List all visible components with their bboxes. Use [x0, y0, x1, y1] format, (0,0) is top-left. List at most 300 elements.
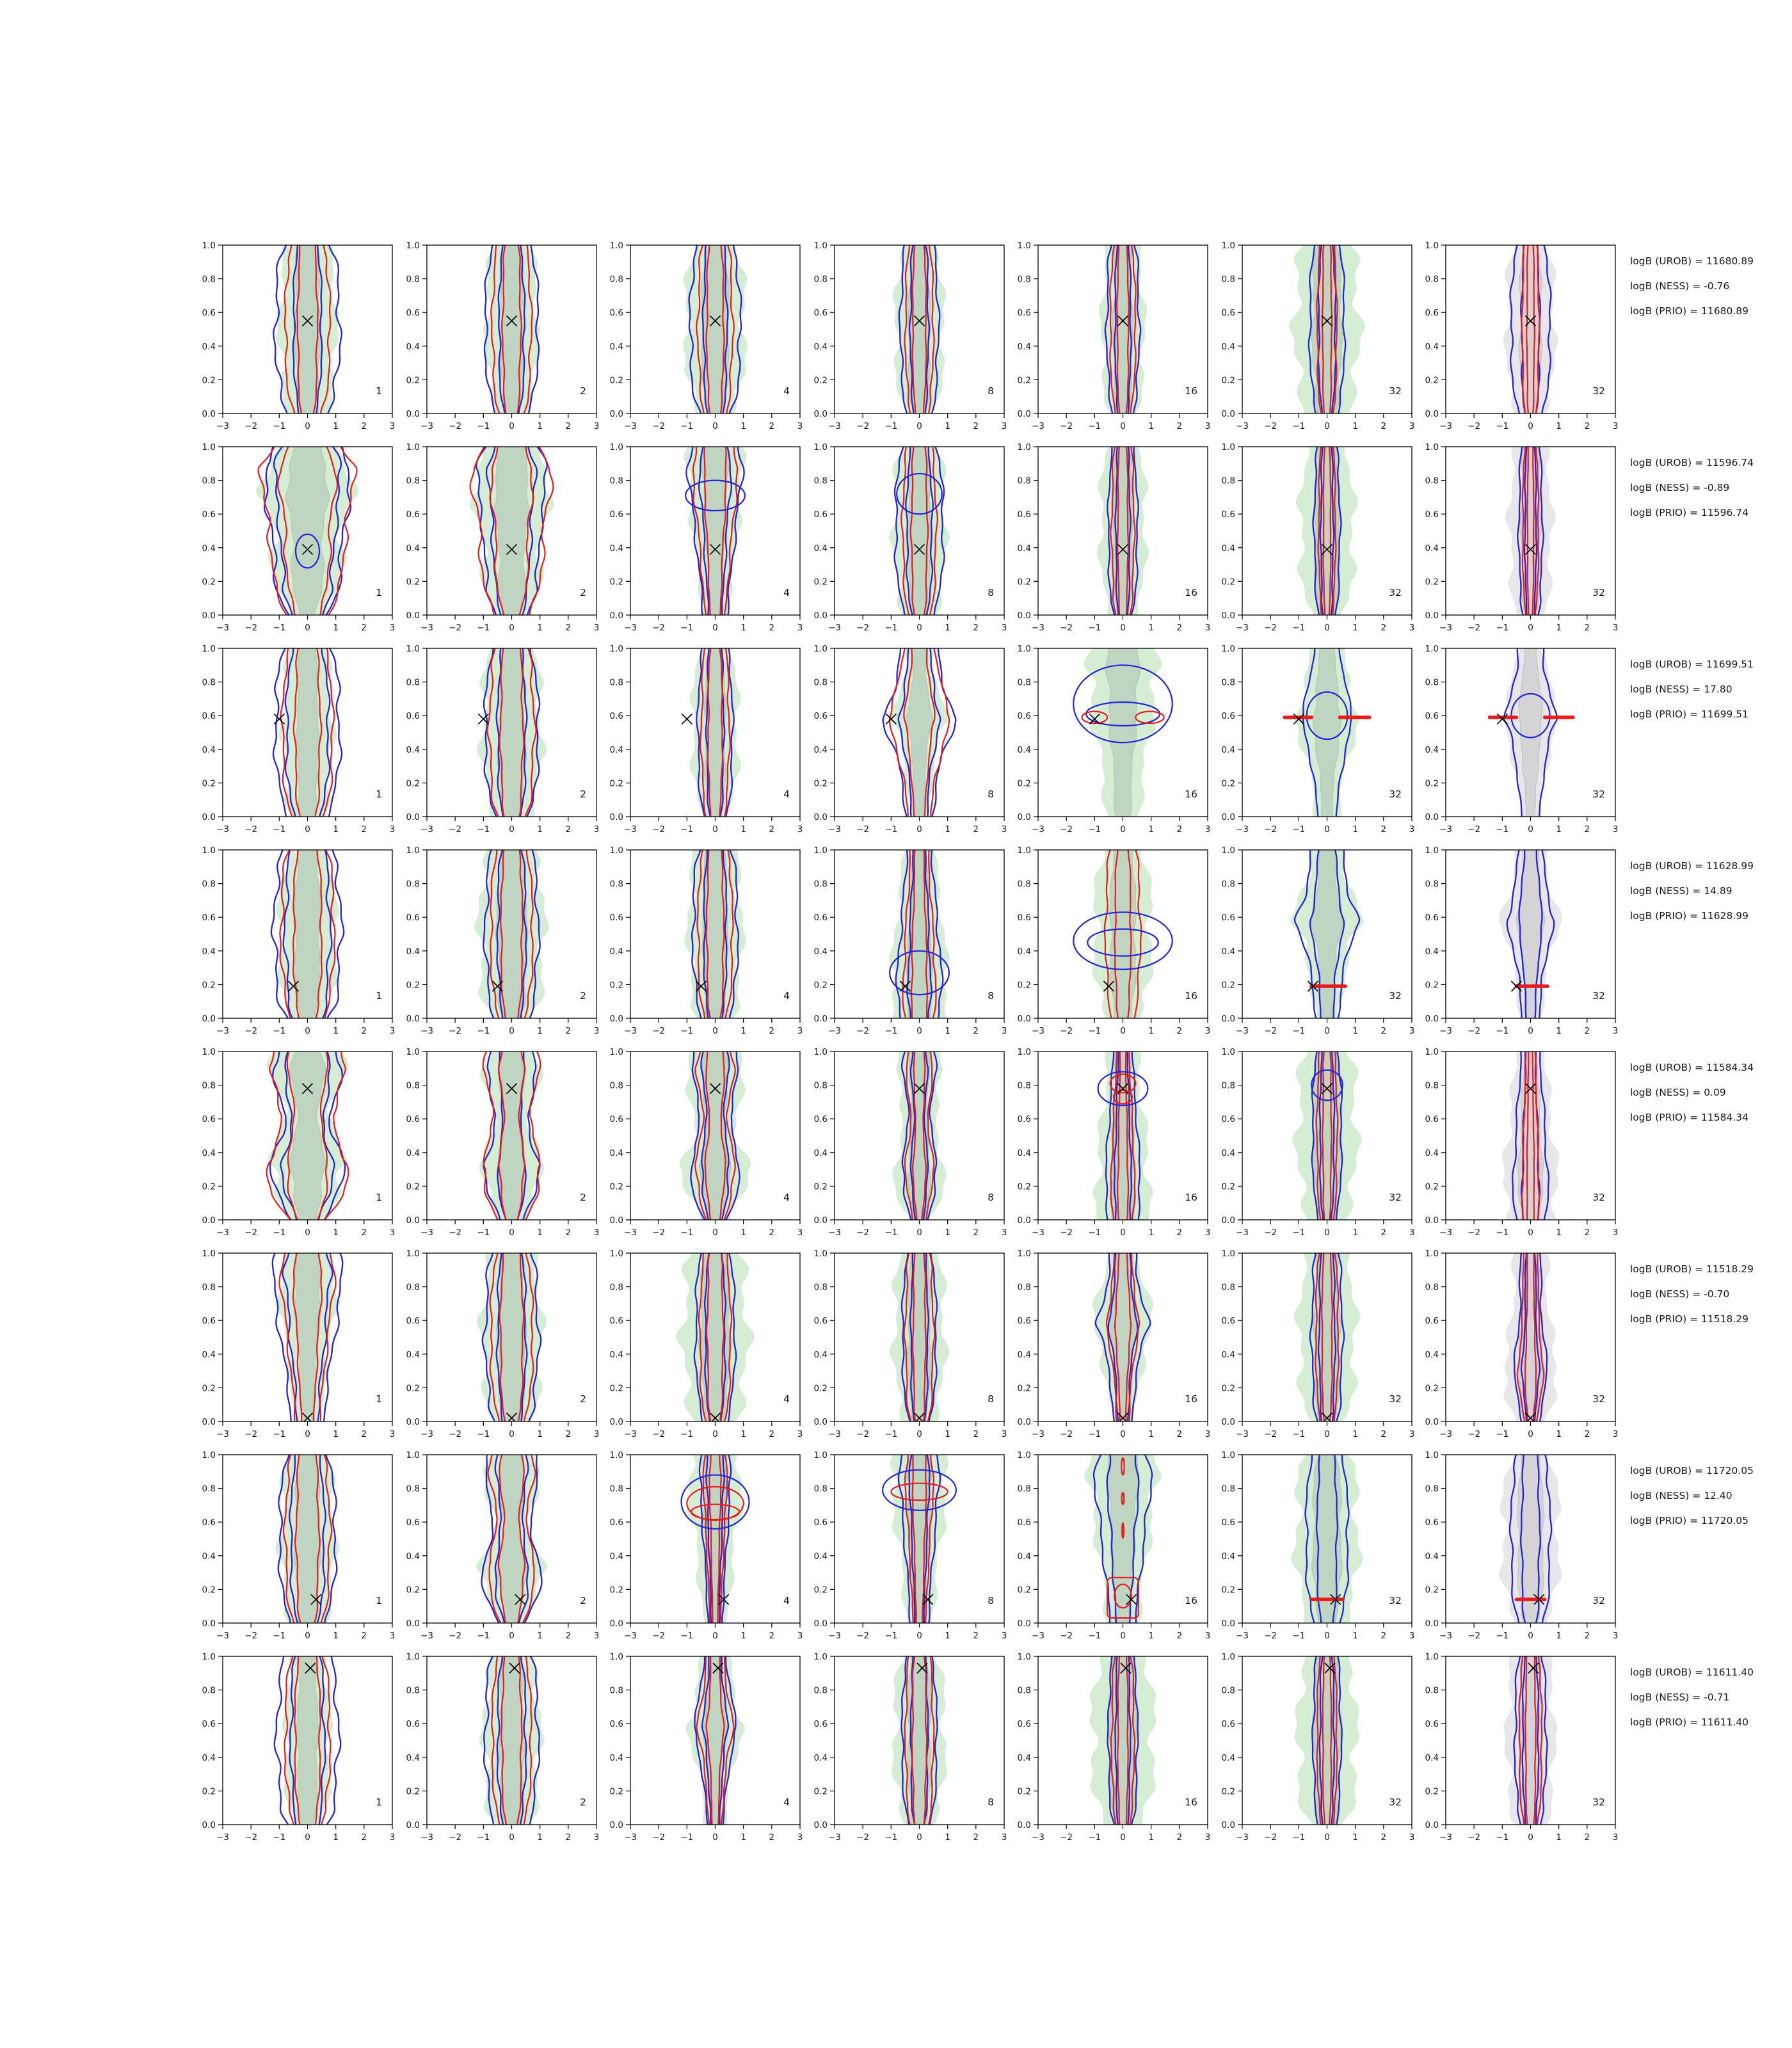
y-tick-label: 1.0: [1425, 1652, 1439, 1662]
y-tick-label: 0.0: [1017, 409, 1031, 419]
y-tick-label: 0.4: [202, 1148, 216, 1158]
x-tick-label: 2: [1584, 824, 1590, 835]
plot-area: [1292, 1052, 1362, 1220]
y-tick-label: 0.2: [1425, 1383, 1439, 1394]
row-5-annotations: [1630, 1055, 1790, 1130]
y-tick-label: 0.4: [609, 341, 623, 352]
x-tick-label: −3: [624, 623, 637, 633]
x-tick-label: 2: [1584, 421, 1590, 431]
cell-label: 16: [1185, 788, 1197, 800]
y-tick-label: 0.8: [609, 1080, 623, 1091]
y-tick-label: 1.0: [202, 1450, 216, 1460]
y-tick-label: 0.6: [202, 711, 216, 722]
subplot-r6c4: [799, 1245, 1012, 1444]
y-tick-label: 0.4: [1221, 543, 1235, 554]
y-tick-label: 0.2: [406, 1786, 420, 1797]
density-fill: [1090, 1656, 1156, 1825]
row-4-annotations: [1630, 854, 1790, 929]
y-tick-label: 0.4: [1425, 1551, 1439, 1562]
plot-area: [892, 245, 946, 413]
x-tick-label: −2: [652, 421, 666, 431]
y-tick-label: 0.0: [813, 611, 828, 621]
y-tick-label: 0.6: [1017, 308, 1031, 319]
logB-ness-label: logB (NESS) = -0.76: [1630, 280, 1730, 292]
y-tick-label: 0.2: [202, 778, 216, 789]
x-tick-label: 3: [593, 824, 599, 835]
subplot-r2c1: [188, 439, 400, 637]
x-tick-label: −2: [1060, 1026, 1073, 1036]
plot-area: [892, 1052, 947, 1220]
x-tick-label: −1: [1292, 1228, 1305, 1238]
y-tick-label: 1.0: [1221, 644, 1235, 654]
cell-label: 2: [579, 1796, 586, 1808]
cell-label: 2: [579, 788, 586, 800]
x-tick-label: −1: [1292, 421, 1305, 431]
y-tick-label: 0.6: [202, 1719, 216, 1730]
y-tick-label: 1.0: [813, 241, 828, 251]
x-tick-label: 3: [1612, 421, 1619, 431]
x-tick-label: 2: [973, 623, 979, 633]
x-tick-label: 2: [1584, 1228, 1590, 1238]
y-tick-label: 0.8: [609, 1282, 623, 1293]
x-tick-label: −2: [448, 1631, 461, 1641]
y-tick-label: 0.8: [406, 1484, 420, 1494]
y-tick-label: 0.6: [202, 1316, 216, 1327]
x-tick-label: −1: [1496, 1832, 1509, 1843]
x-tick-label: 1: [1556, 1832, 1562, 1843]
density-fill: [1099, 245, 1148, 413]
y-tick-label: 0.8: [609, 879, 623, 890]
plot-area: [1073, 850, 1172, 1018]
y-tick-label: 0.0: [406, 1014, 420, 1024]
y-tick-label: 0.8: [1017, 677, 1031, 688]
y-tick-label: 1.0: [202, 644, 216, 654]
y-tick-label: 0.4: [406, 946, 420, 957]
x-tick-label: −2: [856, 1832, 869, 1843]
x-tick-label: 1: [536, 1832, 543, 1843]
x-tick-label: 0: [916, 1026, 922, 1036]
subplot-r7c4: [799, 1447, 1012, 1645]
cell-label: 1: [376, 1595, 382, 1606]
y-tick-label: 0.0: [1221, 1619, 1235, 1629]
x-tick-label: −3: [216, 1228, 229, 1238]
y-tick-label: 0.4: [406, 1148, 420, 1158]
y-tick-label: 1.0: [202, 845, 216, 856]
x-tick-label: 0: [1324, 1026, 1330, 1036]
y-tick-label: 0.4: [1221, 946, 1235, 957]
plot-area: [474, 850, 548, 1018]
y-tick-label: 0.6: [1221, 1114, 1235, 1125]
x-tick-label: −1: [680, 1228, 694, 1238]
y-tick-label: 0.8: [1221, 1080, 1235, 1091]
x-tick-label: −1: [884, 1026, 897, 1036]
x-tick-label: 2: [1584, 1832, 1590, 1843]
x-tick-label: −2: [1060, 1429, 1073, 1439]
logB-urob-label: logB (UROB) = 11699.51: [1630, 659, 1754, 670]
x-tick-label: 2: [565, 1631, 571, 1641]
density-fill: [1292, 1052, 1362, 1220]
x-tick-label: −2: [1263, 824, 1277, 835]
subplot-r6c6: [1204, 1245, 1420, 1444]
logB-ness-label: logB (NESS) = 14.89: [1630, 885, 1732, 897]
plot-area: [1505, 447, 1556, 615]
x-tick-label: −3: [216, 421, 229, 431]
x-tick-label: 2: [361, 1429, 367, 1439]
x-tick-label: 2: [1584, 623, 1590, 633]
y-tick-label: 0.6: [1017, 509, 1031, 520]
y-tick-label: 0.4: [406, 341, 420, 352]
y-tick-label: 0.8: [406, 677, 420, 688]
y-tick-label: 0.8: [1221, 1282, 1235, 1293]
x-tick-label: −1: [1292, 1026, 1305, 1036]
y-tick-label: 0.8: [1425, 476, 1439, 486]
subplot-r3c7: [1411, 641, 1623, 839]
x-tick-label: 0: [1528, 421, 1533, 431]
y-tick-label: 0.6: [609, 913, 623, 924]
y-tick-label: 0.6: [813, 308, 828, 319]
y-tick-label: 0.0: [1221, 1417, 1235, 1427]
x-tick-label: 2: [769, 1026, 775, 1036]
y-tick-label: 0.0: [1425, 1014, 1439, 1024]
y-tick-label: 0.2: [1221, 577, 1235, 588]
x-tick-label: 1: [536, 1228, 543, 1238]
x-tick-label: 2: [1380, 1429, 1386, 1439]
subplot-r6c7: [1411, 1245, 1623, 1444]
density-fill: [889, 1253, 949, 1421]
y-tick-label: 0.4: [813, 1752, 828, 1763]
cell-label: 8: [987, 990, 994, 1002]
x-tick-label: −1: [1088, 1429, 1101, 1439]
y-tick-label: 0.0: [1017, 1820, 1031, 1830]
cell-label: 16: [1185, 1192, 1197, 1203]
x-tick-label: 3: [593, 1026, 599, 1036]
y-tick-label: 0.6: [1017, 711, 1031, 722]
plot-area: [889, 1253, 949, 1423]
x-tick-label: 0: [508, 421, 515, 431]
x-tick-label: 3: [1409, 1429, 1414, 1439]
x-tick-label: 3: [1612, 1631, 1619, 1641]
x-tick-label: −1: [884, 1631, 897, 1641]
x-tick-label: −3: [1032, 1631, 1044, 1641]
x-tick-label: 2: [1380, 1026, 1386, 1036]
plot-area: [682, 648, 741, 817]
x-tick-label: 3: [1409, 623, 1414, 633]
x-tick-label: 1: [1148, 1631, 1154, 1641]
y-tick-label: 0.4: [406, 744, 420, 755]
y-tick-label: 1.0: [1017, 1249, 1031, 1259]
subplot-r6c2: [389, 1245, 604, 1444]
x-tick-label: 3: [1001, 1832, 1007, 1843]
subplot-r3c2: [389, 641, 604, 839]
x-tick-label: 2: [1176, 824, 1183, 835]
y-tick-label: 0.2: [1425, 1181, 1439, 1192]
subplot-r8c7: [1411, 1649, 1623, 1847]
x-tick-label: −2: [652, 1429, 666, 1439]
y-tick-label: 0.0: [1221, 1014, 1235, 1024]
y-tick-label: 1.0: [1221, 1652, 1235, 1662]
x-tick-label: −3: [1032, 1429, 1044, 1439]
y-tick-label: 0.8: [1221, 677, 1235, 688]
y-tick-label: 0.0: [1221, 1215, 1235, 1226]
x-tick-label: 0: [1528, 1832, 1533, 1843]
plot-area: [1092, 1253, 1153, 1423]
x-tick-label: −1: [1496, 824, 1509, 835]
y-tick-label: 0.2: [1221, 375, 1235, 386]
x-tick-label: 3: [1409, 1228, 1414, 1238]
x-tick-label: −1: [680, 421, 694, 431]
y-tick-label: 0.0: [1221, 409, 1235, 419]
x-tick-label: 3: [1001, 1228, 1007, 1238]
x-tick-label: 1: [740, 1429, 746, 1439]
x-tick-label: 1: [1148, 623, 1154, 633]
density-fill: [1294, 1656, 1359, 1825]
y-tick-label: 0.4: [813, 946, 828, 957]
y-tick-label: 0.6: [1017, 1517, 1031, 1528]
x-tick-label: 0: [1324, 1631, 1330, 1641]
x-tick-label: −3: [828, 1631, 841, 1641]
cell-label: 2: [579, 587, 586, 598]
logB-urob-label: logB (UROB) = 11680.89: [1630, 255, 1754, 267]
y-tick-label: 0.6: [609, 711, 623, 722]
y-tick-label: 1.0: [406, 1450, 420, 1460]
plot-area: [275, 1656, 340, 1825]
x-tick-label: −1: [1088, 1631, 1101, 1641]
logB-urob-label: logB (UROB) = 11518.29: [1630, 1263, 1754, 1275]
plot-area: [883, 1455, 956, 1623]
x-tick-label: 2: [565, 1429, 571, 1439]
cell-label: 8: [987, 1393, 994, 1405]
x-tick-label: 1: [1148, 1429, 1154, 1439]
x-tick-label: 1: [1556, 1429, 1562, 1439]
y-tick-label: 0.2: [1221, 1383, 1235, 1394]
y-tick-label: 0.6: [609, 1316, 623, 1327]
plot-area: [1499, 850, 1562, 1018]
x-tick-label: 3: [1409, 421, 1414, 431]
x-tick-label: 3: [593, 421, 599, 431]
x-tick-label: 2: [361, 623, 367, 633]
y-tick-label: 0.6: [813, 1316, 828, 1327]
x-tick-label: −1: [476, 623, 490, 633]
plot-area: [273, 1253, 342, 1423]
x-tick-label: 0: [305, 1631, 310, 1641]
x-tick-label: −1: [1496, 421, 1509, 431]
x-tick-label: 3: [1204, 623, 1211, 633]
x-tick-label: −3: [828, 1832, 841, 1843]
x-tick-label: −1: [680, 824, 694, 835]
y-tick-label: 0.2: [1425, 375, 1439, 386]
y-tick-label: 0.2: [1221, 980, 1235, 991]
x-tick-label: −3: [624, 1429, 637, 1439]
x-tick-label: −3: [1235, 421, 1249, 431]
plot-area: [476, 1455, 547, 1623]
y-tick-label: 1.0: [1221, 1450, 1235, 1460]
y-tick-label: 0.4: [813, 1148, 828, 1158]
y-tick-label: 0.2: [609, 375, 623, 386]
y-tick-label: 0.4: [1017, 1551, 1031, 1562]
plot-area: [889, 447, 950, 615]
x-tick-label: 2: [769, 1228, 775, 1238]
y-tick-label: 1.0: [609, 1249, 623, 1259]
x-tick-label: 2: [1584, 1631, 1590, 1641]
x-tick-label: 0: [712, 1631, 718, 1641]
y-tick-label: 0.2: [202, 1383, 216, 1394]
density-fill: [1295, 447, 1357, 615]
x-tick-label: −3: [420, 1026, 433, 1036]
x-tick-label: 1: [536, 1026, 543, 1036]
cell-label: 4: [783, 1595, 790, 1606]
x-tick-label: 2: [565, 421, 571, 431]
plot-area: [891, 1656, 947, 1825]
x-tick-label: 1: [536, 1631, 543, 1641]
y-tick-label: 0.2: [609, 1181, 623, 1192]
y-tick-label: 1.0: [406, 1652, 420, 1662]
y-tick-label: 0.6: [609, 308, 623, 319]
x-tick-label: −2: [1468, 1631, 1481, 1641]
y-tick-label: 0.8: [813, 274, 828, 285]
y-tick-label: 1.0: [609, 845, 623, 856]
x-tick-label: 0: [916, 1631, 922, 1641]
x-tick-label: −2: [1060, 1631, 1073, 1641]
y-tick-label: 1.0: [1017, 845, 1031, 856]
y-tick-label: 0.2: [609, 1786, 623, 1797]
x-tick-label: 1: [333, 1832, 339, 1843]
density-fill: [256, 447, 358, 615]
x-tick-label: 2: [973, 421, 979, 431]
y-tick-label: 0.0: [1425, 1820, 1439, 1830]
x-tick-label: 3: [1204, 421, 1211, 431]
x-tick-label: −2: [244, 1631, 258, 1641]
cell-label: 2: [579, 1192, 586, 1203]
x-tick-label: 2: [769, 1429, 775, 1439]
cell-label: 32: [1592, 1192, 1605, 1203]
x-tick-label: 1: [536, 623, 543, 633]
x-tick-label: −1: [273, 824, 286, 835]
plot-area: [275, 1455, 339, 1623]
y-tick-label: 0.2: [1017, 1383, 1031, 1394]
x-tick-label: −2: [1468, 1026, 1481, 1036]
y-tick-label: 0.0: [1425, 409, 1439, 419]
y-tick-label: 0.0: [406, 611, 420, 621]
x-tick-label: −3: [1235, 1026, 1249, 1036]
x-tick-label: 2: [973, 824, 979, 835]
x-tick-label: −2: [1263, 1631, 1277, 1641]
y-tick-label: 0.8: [1425, 677, 1439, 688]
x-tick-label: −1: [884, 421, 897, 431]
x-tick-label: −2: [652, 1026, 666, 1036]
y-tick-label: 0.6: [406, 509, 420, 520]
density-fill: [680, 1052, 751, 1220]
x-tick-label: −3: [828, 824, 841, 835]
x-tick-label: 1: [1352, 1832, 1358, 1843]
x-tick-label: 0: [916, 1429, 922, 1439]
x-tick-label: 3: [1001, 824, 1007, 835]
subplot-r8c2: [389, 1649, 604, 1847]
plot-area: [883, 648, 956, 817]
x-tick-label: 3: [389, 623, 396, 633]
x-tick-label: 0: [508, 1026, 515, 1036]
plot-area: [1291, 1455, 1363, 1623]
x-tick-label: −3: [1235, 1631, 1249, 1641]
y-tick-label: 0.6: [609, 509, 623, 520]
x-tick-label: 1: [1352, 1631, 1358, 1641]
x-tick-label: −2: [856, 1228, 869, 1238]
x-tick-label: −1: [680, 1631, 694, 1641]
x-tick-label: 2: [565, 1228, 571, 1238]
y-tick-label: 0.4: [202, 341, 216, 352]
y-tick-label: 0.8: [406, 879, 420, 890]
x-tick-label: 2: [973, 1631, 979, 1641]
y-tick-label: 0.0: [406, 1215, 420, 1226]
y-tick-label: 1.0: [406, 241, 420, 251]
y-tick-label: 0.4: [609, 1148, 623, 1158]
plot-area: [683, 245, 748, 413]
y-tick-label: 0.2: [1425, 778, 1439, 789]
x-tick-label: 3: [797, 1429, 803, 1439]
x-tick-label: 2: [1380, 1631, 1386, 1641]
x-tick-label: 0: [1120, 1832, 1126, 1843]
y-tick-label: 0.4: [1425, 744, 1439, 755]
y-tick-label: 0.8: [813, 1484, 828, 1494]
x-tick-label: 3: [1204, 1228, 1211, 1238]
x-tick-label: 3: [1409, 824, 1414, 835]
density-fill: [891, 1656, 947, 1825]
x-tick-label: −3: [216, 1832, 229, 1843]
x-tick-label: −3: [828, 421, 841, 431]
y-tick-label: 0.2: [813, 1383, 828, 1394]
logB-prio-label: logB (PRIO) = 11628.99: [1630, 910, 1748, 922]
x-tick-label: 0: [1324, 1228, 1330, 1238]
x-tick-label: 2: [973, 1228, 979, 1238]
x-tick-label: 0: [1120, 421, 1126, 431]
y-tick-label: 0.8: [1425, 879, 1439, 890]
x-tick-label: −3: [1235, 1429, 1249, 1439]
y-tick-label: 1.0: [202, 1652, 216, 1662]
x-tick-label: −1: [680, 1832, 694, 1843]
y-tick-label: 0.0: [609, 812, 623, 822]
logB-ness-label: logB (NESS) = -0.89: [1630, 482, 1730, 493]
y-tick-label: 0.6: [813, 509, 828, 520]
x-tick-label: −2: [244, 1429, 258, 1439]
x-tick-label: −3: [1235, 824, 1249, 835]
plot-area: [1289, 245, 1365, 413]
plot-area: [256, 447, 358, 615]
y-tick-label: 0.2: [202, 577, 216, 588]
x-tick-label: −1: [1088, 623, 1101, 633]
y-tick-label: 1.0: [813, 1652, 828, 1662]
x-tick-label: −3: [420, 421, 433, 431]
y-tick-label: 0.8: [813, 1282, 828, 1293]
x-tick-label: −2: [1468, 421, 1481, 431]
x-tick-label: −2: [244, 421, 258, 431]
y-tick-label: 1.0: [1425, 1249, 1439, 1259]
x-tick-label: 1: [536, 421, 543, 431]
x-tick-label: −1: [1496, 1429, 1509, 1439]
x-tick-label: −2: [1263, 421, 1277, 431]
y-tick-label: 0.0: [1017, 1215, 1031, 1226]
y-tick-label: 0.6: [813, 1719, 828, 1730]
y-tick-label: 0.4: [1425, 1148, 1439, 1158]
y-tick-label: 0.6: [1221, 1517, 1235, 1528]
y-tick-label: 0.2: [202, 375, 216, 386]
subplot-r1c1: [188, 237, 400, 436]
plot-area: [479, 1052, 543, 1220]
x-tick-label: 1: [333, 824, 339, 835]
y-tick-label: 1.0: [1425, 1450, 1439, 1460]
subplot-r7c2: [389, 1447, 604, 1645]
x-tick-label: 1: [333, 1228, 339, 1238]
y-tick-label: 0.4: [202, 1349, 216, 1360]
cell-label: 1: [376, 788, 382, 800]
